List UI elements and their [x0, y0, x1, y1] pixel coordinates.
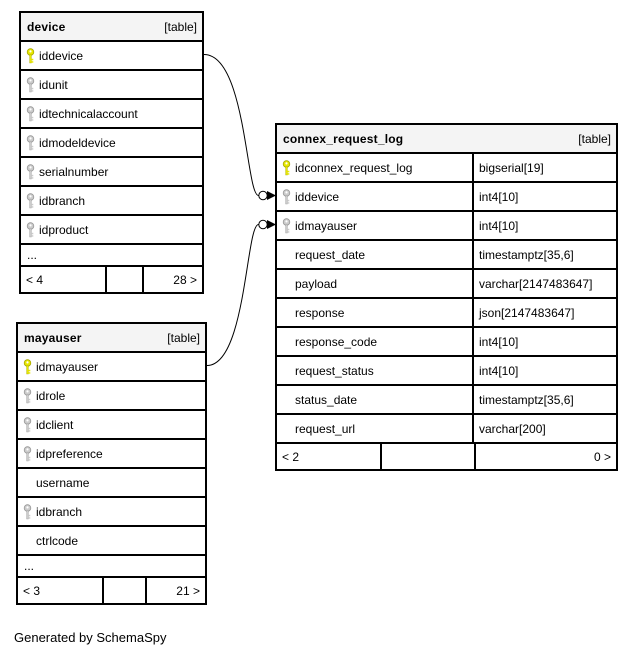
more-columns-ellipsis: ... [21, 245, 202, 267]
column-name: idrole [36, 388, 66, 403]
column-name: idclient [36, 417, 74, 432]
column-name-cell [277, 154, 472, 181]
column-row-request_status [277, 357, 616, 386]
column-name: idbranch [39, 193, 86, 208]
column-name-cell [18, 498, 205, 525]
foreign-key-icon [26, 135, 35, 151]
footer-middle-cell [380, 444, 474, 469]
column-name-cell [18, 527, 205, 554]
column-name: idmodeldevice [39, 135, 116, 150]
column-name-cell [21, 71, 202, 98]
column-name-cell [277, 183, 472, 210]
column-row-status_date [277, 386, 616, 415]
column-row-idconnex_request_log [277, 154, 616, 183]
table-device[interactable] [19, 11, 204, 294]
column-name-cell [277, 328, 472, 355]
column-row-idtechnicalaccount [21, 100, 202, 129]
foreign-key-icon [282, 189, 291, 205]
table-header [18, 324, 205, 353]
column-name-cell [277, 386, 472, 413]
column-row-idmayauser [18, 353, 205, 382]
table-connex_request_log[interactable] [275, 123, 618, 471]
column-type: json[2147483647] [472, 299, 616, 326]
footer-middle-cell [105, 267, 142, 292]
column-type: timestamptz[35,6] [472, 241, 616, 268]
column-name: status_date [295, 392, 358, 407]
column-name-cell [21, 158, 202, 185]
column-name-cell [21, 187, 202, 214]
column-name: ctrlcode [36, 533, 79, 548]
column-name: idmayauser [36, 359, 99, 374]
column-row-payload [277, 270, 616, 299]
key-slot [23, 359, 32, 375]
column-name-cell [21, 42, 202, 69]
column-type: int4[10] [472, 328, 616, 355]
foreign-key-icon [26, 222, 35, 238]
column-type: int4[10] [472, 357, 616, 384]
column-name: request_date [295, 247, 366, 262]
column-name-cell [18, 411, 205, 438]
column-name-cell [277, 357, 472, 384]
column-name: idconnex_request_log [295, 160, 413, 175]
column-name: payload [295, 276, 338, 291]
key-slot [26, 135, 35, 151]
column-name-cell [18, 353, 205, 380]
column-row-serialnumber [21, 158, 202, 187]
column-name: response [295, 305, 345, 320]
column-name: idpreference [36, 446, 103, 461]
foreign-key-icon [23, 388, 32, 404]
column-name: request_url [295, 421, 356, 436]
key-slot [23, 388, 32, 404]
table-type-badge: [table] [167, 330, 200, 345]
column-name-cell [277, 299, 472, 326]
column-row-iddevice [277, 183, 616, 212]
column-name-cell [277, 212, 472, 239]
foreign-key-icon [23, 504, 32, 520]
column-name-cell [21, 216, 202, 243]
key-slot [26, 164, 35, 180]
column-name-cell [18, 469, 205, 496]
column-row-response_code [277, 328, 616, 357]
foreign-key-icon [282, 218, 291, 234]
column-row-response [277, 299, 616, 328]
column-row-idbranch [18, 498, 205, 527]
footer-children-count: 28 > [142, 267, 202, 292]
key-slot [26, 77, 35, 93]
column-name-cell [18, 440, 205, 467]
table-type-badge: [table] [164, 19, 197, 34]
column-name: idtechnicalaccount [39, 106, 138, 121]
column-name-cell [21, 100, 202, 127]
column-type: varchar[200] [472, 415, 616, 442]
foreign-key-icon [23, 417, 32, 433]
foreign-key-icon [26, 77, 35, 93]
foreign-key-icon [26, 164, 35, 180]
footer-parents-count: < 3 [23, 583, 41, 598]
key-slot [282, 189, 291, 205]
table-footer [18, 578, 205, 603]
column-row-idunit [21, 71, 202, 100]
column-row-idproduct [21, 216, 202, 245]
table-title: connex_request_log [283, 131, 404, 146]
footer-middle-cell [102, 578, 145, 603]
footer-parents-count: < 4 [26, 272, 44, 287]
column-type: int4[10] [472, 212, 616, 239]
key-slot [23, 446, 32, 462]
key-slot [23, 504, 32, 520]
column-name: idunit [39, 77, 68, 92]
column-row-idbranch [21, 187, 202, 216]
column-row-ctrlcode [18, 527, 205, 556]
column-name: serialnumber [39, 164, 109, 179]
column-row-request_date [277, 241, 616, 270]
table-title: device [27, 19, 66, 34]
foreign-key-icon [26, 106, 35, 122]
column-type: timestamptz[35,6] [472, 386, 616, 413]
column-row-idmodeldevice [21, 129, 202, 158]
column-name: username [36, 475, 90, 490]
column-row-idmayauser [277, 212, 616, 241]
column-name-cell [277, 270, 472, 297]
key-slot [26, 48, 35, 64]
key-slot [26, 106, 35, 122]
column-name: request_status [295, 363, 374, 378]
foreign-key-icon [23, 446, 32, 462]
column-row-username [18, 469, 205, 498]
column-type: bigserial[19] [472, 154, 616, 181]
table-header [277, 125, 616, 154]
generated-by-note: Generated by SchemaSpy [14, 630, 167, 645]
column-row-request_url [277, 415, 616, 444]
key-slot [282, 160, 291, 176]
table-title: mayauser [24, 330, 82, 345]
column-row-idpreference [18, 440, 205, 469]
table-footer [277, 444, 616, 469]
column-name: iddevice [295, 189, 340, 204]
column-row-idrole [18, 382, 205, 411]
primary-key-icon [23, 359, 32, 375]
column-name-cell [21, 129, 202, 156]
primary-key-icon [282, 160, 291, 176]
column-name-cell [277, 241, 472, 268]
table-type-badge: [table] [578, 131, 611, 146]
column-name: response_code [295, 334, 378, 349]
key-slot [26, 193, 35, 209]
footer-parents-count: < 2 [282, 449, 300, 464]
table-header [21, 13, 202, 42]
table-footer [21, 267, 202, 292]
key-slot [26, 222, 35, 238]
column-name: idproduct [39, 222, 89, 237]
table-mayauser[interactable] [16, 322, 207, 605]
primary-key-icon [26, 48, 35, 64]
more-columns-ellipsis: ... [18, 556, 205, 578]
column-name: idmayauser [295, 218, 358, 233]
column-name-cell [18, 382, 205, 409]
footer-children-count: 0 > [474, 444, 616, 469]
column-type: varchar[2147483647] [472, 270, 616, 297]
column-type: int4[10] [472, 183, 616, 210]
key-slot [282, 218, 291, 234]
key-slot [23, 417, 32, 433]
column-name: idbranch [36, 504, 83, 519]
column-name-cell [277, 415, 472, 442]
column-name: iddevice [39, 48, 84, 63]
column-row-iddevice [21, 42, 202, 71]
column-row-idclient [18, 411, 205, 440]
footer-children-count: 21 > [145, 578, 205, 603]
foreign-key-icon [26, 193, 35, 209]
